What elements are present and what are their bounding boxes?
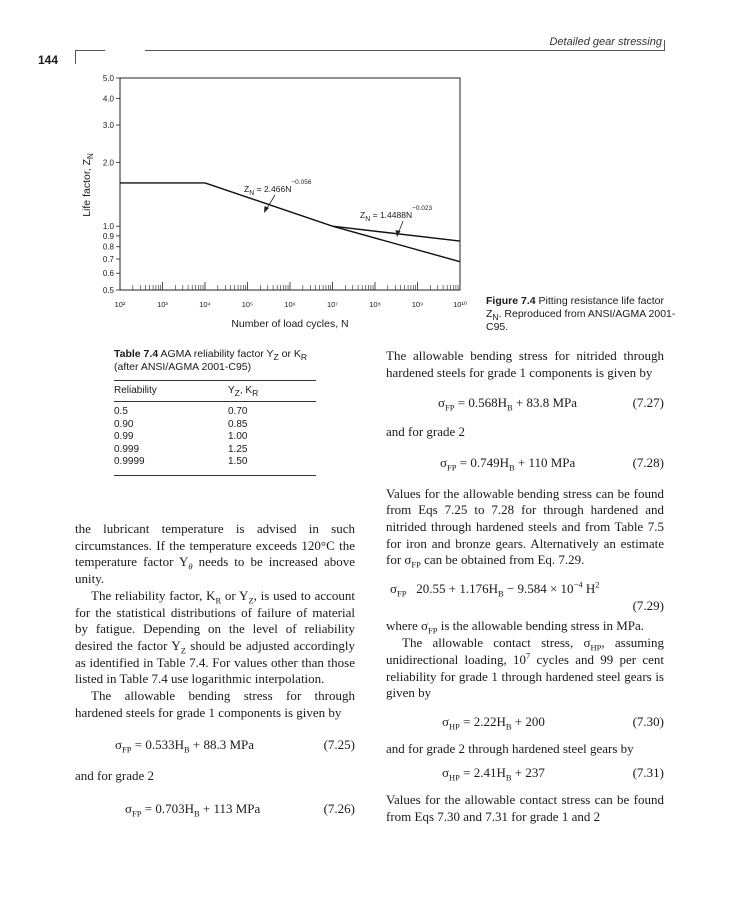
table-caption: Table 7.4 AGMA reliability factor $Y_Z$ or $K_R$ (after ANSI/AGMA 2001-C95) [114, 348, 308, 373]
life-factor-chart [0, 0, 737, 340]
y-tick-label: 0.6 [102, 269, 114, 279]
figure-label: Figure 7.4 [486, 295, 536, 307]
reliability-table [114, 348, 316, 476]
paragraph: The allowable contact stress, $\sigma_{HP}$, assuming unidirectional loading, $10^7$ cycles and 99 per cent reliability for grade 1 through hardened steel gears is given by [386, 635, 664, 701]
y-tick-label: 0.9 [102, 231, 114, 241]
equation-7-27: $\sigma_{FP} = 0.568H_B + 83.8$ MPa (7.27) [438, 395, 664, 413]
right-column [386, 348, 664, 825]
equation-7-29-number: (7.29) [632, 597, 664, 613]
x-tick-label: 10¹⁰ [453, 300, 467, 309]
y-tick-label: 2.0 [102, 158, 114, 168]
y-tick-label: 0.5 [102, 286, 114, 295]
x-tick-label: 10³ [157, 300, 168, 309]
paragraph: The allowable bending stress for through hardened steels for grade 1 components is given by [75, 688, 355, 720]
equation-7-28: $\sigma_{FP} = 0.749H_B + 110$ MPa (7.28) [440, 454, 664, 473]
y-tick-label: 0.8 [102, 242, 114, 252]
running-head: Detailed gear stressing [549, 36, 662, 48]
y-axis-label: Life factor, $Z_N$ [81, 153, 95, 217]
x-tick-label: 10⁹ [411, 300, 424, 309]
x-tick-label: 10² [114, 300, 126, 309]
series-line-shallow [333, 226, 461, 241]
table-row: 0.5 0.70 [114, 406, 248, 417]
series-line-steep [205, 183, 460, 262]
equation-7-31: $\sigma_{HP} = 2.41H_B + 237$ (7.31) [442, 765, 664, 783]
x-tick-label: 10⁷ [326, 300, 339, 309]
table-header-reliability: Reliability [114, 385, 157, 396]
table-header-factor: $Y_Z$, $K_R$ [228, 385, 259, 398]
y-tick-label: 1.0 [102, 222, 114, 232]
annotation-zn-steep: $Z_N = 2.466N^{-0.056}$ [244, 179, 312, 197]
equation-7-29: $\sigma_{FP}$ $20.55 + 1.176H_B - 9.584 \times 10^{-4}$ $H^2$ [390, 579, 600, 599]
paragraph: The reliability factor, $K_R$ or $Y_Z$, is used to account for the statistical distributions of failure of material by fatigue. Depending on the level of reliability desired the factor $Y_Z$ should be adjusted accordingly as identified in Table 7.4. For values other than those listed in Table 7.4 use logarithmic interpolation. [75, 587, 355, 687]
annotation-arrowhead-steep [264, 206, 269, 213]
equation-7-30: $\sigma_{HP} = 2.22H_B + 200$ (7.30) [442, 713, 664, 732]
y-tick-label: 3.0 [102, 121, 114, 131]
paragraph: Values for the allowable bending stress can be found from Eqs 7.25 to 7.28 for through hardened and nitrided through hardened steels and from Table 7.5 for iron and bronze gears. Alternatively an estimate for $\sigma_{FP}$ can be obtained from Eq. 7.29. [386, 485, 664, 570]
table-header-row [114, 381, 316, 401]
figure-caption: Figure 7.4 Pitting resistance life factor $Z_N$. Reproduced from ANSI/AGMA 2001-C95. [486, 295, 676, 333]
table-header-rule [114, 401, 316, 402]
table-bottom-rule [114, 475, 316, 476]
page-number: 144 [38, 53, 59, 67]
y-tick-label: 0.7 [102, 255, 114, 265]
y-tick-label: 5.0 [102, 74, 114, 83]
paragraph: and for grade 2 through hardened steel gears by [386, 740, 634, 756]
table-row: 0.999 1.25 [114, 443, 248, 455]
equation-7-25: $\sigma_{FP} = 0.533H_B + 88.3$ MPa (7.25) [115, 737, 355, 756]
table-row: 0.90 0.85 [114, 418, 248, 430]
x-tick-label: 10⁵ [241, 300, 254, 309]
annotation-zn-shallow: $Z_N = 1.4488N^{-0.023}$ [360, 205, 433, 223]
paragraph: and for grade 2 [386, 424, 466, 440]
x-tick-label: 10⁴ [199, 300, 211, 309]
x-axis-label: Number of load cycles, N [231, 318, 349, 330]
paragraph: Values for the allowable contact stress can be found from Eqs 7.30 and 7.31 for grade 1 and 2 [386, 792, 664, 824]
left-column [75, 521, 355, 818]
paragraph: and for grade 2 [75, 768, 155, 784]
paragraph: where $\sigma_{FP}$ is the allowable bending stress in MPa. [386, 618, 645, 637]
equation-7-26: $\sigma_{FP} = 0.703H_B + 113$ MPa (7.26) [125, 800, 355, 819]
paragraph: The allowable bending stress for nitrided through hardened steels for grade 1 components is given by [386, 348, 664, 380]
table-row: 0.9999 1.50 [114, 456, 248, 467]
figure-caption-text: Pitting resistance life factor Z [486, 295, 665, 320]
y-tick-label: 4.0 [102, 94, 114, 104]
x-tick-label: 10⁸ [369, 300, 381, 309]
table-row: 0.99 1.00 [114, 431, 248, 442]
x-tick-label: 10⁶ [284, 300, 296, 309]
paragraph: the lubricant temperature is advised in such circumstances. If the temperature exceeds 120°C the temperature factor $Y_\theta$ needs to be increased above unity. [75, 521, 355, 587]
